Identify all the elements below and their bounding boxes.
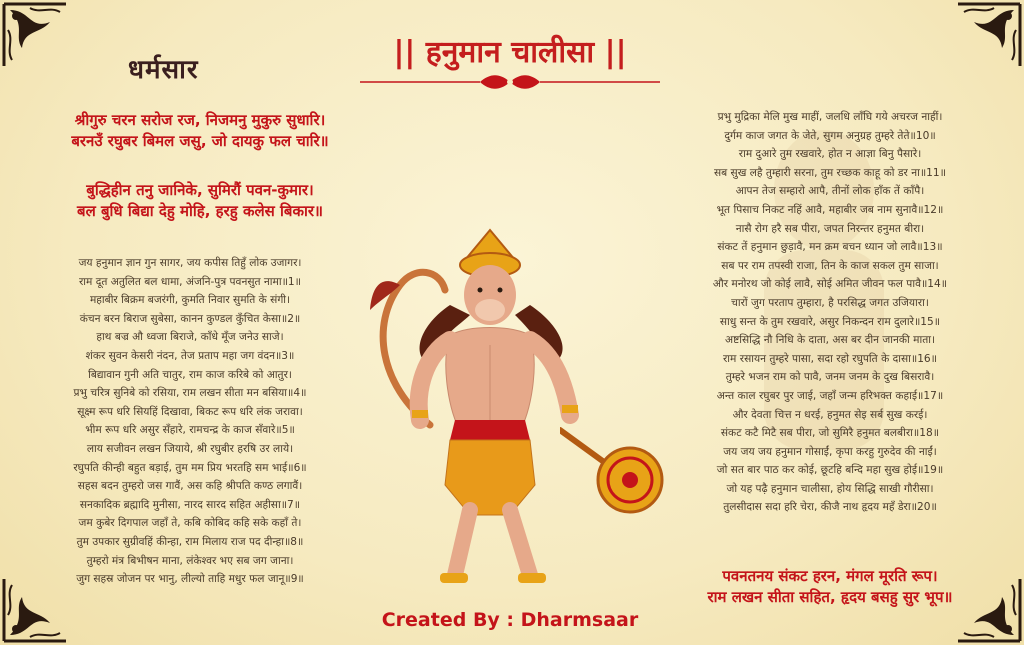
- verse-line: और देवता चित्त न धरई, हनुमत सेइ सर्ब सुख करई।: [732, 408, 928, 421]
- page-title: || हनुमान चालीसा ||: [393, 35, 627, 70]
- title-block: [320, 30, 700, 91]
- verse-line: महाबीर बिक्रम बजरंगी, कुमति निवार सुमति के संगी।: [89, 294, 291, 307]
- verse-line: प्रभु चरित्र सुनिबे को रसिया, राम लखन सीता मन बसिया॥4॥: [73, 387, 307, 400]
- verse-line: लाय सजीवन लखन जियाये, श्री रघुबीर हरषि उर लाये।: [86, 442, 294, 455]
- opening-doha-2: [30, 180, 370, 222]
- verse-line: सब सुख लहै तुम्हारी सरना, तुम रच्छक काहू को डर ना॥11॥: [713, 166, 947, 179]
- doha-line: बरनउँ रघुबर बिमल जसु, जो दायकु फल चारि॥: [71, 132, 329, 150]
- verse-line: राम दूत अतुलित बल धामा, अंजनि-पुत्र पवनसुत नामा॥1॥: [78, 275, 302, 288]
- verse-line: भीम रूप धरि असुर सँहारे, रामचन्द्र के काज सँवारे॥5॥: [85, 424, 295, 437]
- verse-line: तुम उपकार सुग्रीवहिं कीन्हा, राम मिलाय राज पद दीन्हा॥8॥: [76, 535, 304, 548]
- verse-line: कंचन बरन बिराज सुबेसा, कानन कुण्डल कुँचित केसा॥2॥: [79, 312, 301, 325]
- verse-line: सब पर राम तपस्वी राजा, तिन के काज सकल तुम साजा।: [721, 259, 939, 272]
- corner-ornament-icon: [954, 0, 1024, 70]
- corner-ornament-icon: [0, 0, 70, 70]
- verse-line: जो सत बार पाठ कर कोई, छूटहि बन्दि महा सुख होई॥19॥: [716, 464, 944, 477]
- verse-line: नासै रोग हरै सब पीरा, जपत निरन्तर हनुमत बीरा।: [735, 222, 925, 235]
- verse-line: तुम्हरे भजन राम को पावै, जनम जनम के दुख बिसरावै।: [725, 371, 935, 384]
- verse-line: तुम्हरो मंत्र बिभीषन माना, लंकेश्वर भए सब जग जाना।: [86, 554, 294, 567]
- verse-line: और मनोरथ जो कोई लावै, सोई अमित जीवन फल पावै॥14॥: [712, 278, 948, 291]
- verse-line: हाथ बज्र औ ध्वजा बिराजे, काँधे मूँज जनेउ साजे।: [96, 331, 284, 344]
- verse-line: तुलसीदास सदा हरि चेरा, कीजै नाथ हृदय महँ डेरा॥20॥: [723, 501, 937, 514]
- verse-line: साधु सन्त के तुम रखवारे, असुर निकन्दन राम दुलारे॥15॥: [719, 315, 941, 328]
- verse-line: जुग सहस्र जोजन पर भानु, लील्यो ताहि मधुर फल जानू॥9॥: [76, 573, 304, 586]
- verse-line: दुर्गम काज जगत के जेते, सुगम अनुग्रह तुम्हरे तेते॥10॥: [724, 129, 936, 142]
- verse-line: सूक्ष्म रूप धरि सियहिं दिखावा, बिकट रूप धरि लंक जरावा।: [77, 405, 303, 418]
- verse-line: भूत पिसाच निकट नहिं आवै, महाबीर जब नाम सुनावै॥12॥: [716, 203, 944, 216]
- doha-line: बुद्धिहीन तनु जानिके, सुमिरौं पवन-कुमार।: [86, 181, 314, 199]
- title-divider-icon: [360, 73, 660, 91]
- verse-line: प्रभु मुद्रिका मेलि मुख माहीं, जलधि लाँघि गये अचरज नाहीं।: [717, 111, 943, 123]
- doha-line: बल बुधि बिद्या देहु मोहि, हरहु कलेस बिकार॥: [77, 202, 323, 220]
- doha-line: श्रीगुरु चरन सरोज रज, निजमनु मुकुरु सुधारि।: [74, 111, 326, 129]
- verse-line: संकट तें हनुमान छुड़ावै, मन क्रम बचन ध्यान जो लावै॥13॥: [717, 241, 943, 254]
- verse-line: संकट कटै मिटै सब पीरा, जो सुमिरै हनुमत बलबीरा॥18॥: [720, 427, 940, 440]
- verse-line: जो यह पढ़ै हनुमान चालीसा, होय सिद्धि साखी गौरीसा।: [726, 482, 934, 495]
- doha-line: राम लखन सीता सहित, हृदय बसहु सुर भूप॥: [707, 588, 953, 606]
- verse-line: जय जय जय हनुमान गोसाईं, कृपा करहु गुरुदेव की नाईं।: [723, 445, 937, 458]
- verse-line: अन्त काल रघुबर पुर जाई, जहाँ जन्म हरिभक्त कहाई॥17॥: [716, 389, 944, 402]
- gada-mace-icon: [560, 410, 670, 520]
- verse-line: बिद्यावान गुनी अति चातुर, राम काज करिबे को आतुर।: [88, 368, 292, 381]
- verse-line: आपन तेज सम्हारो आपै, तीनों लोक हाँक तें काँपै।: [735, 185, 925, 198]
- verse-line: राम दुआरे तुम रखवारे, होत न आज्ञा बिनु पैसारे।: [738, 148, 922, 161]
- right-verses: [660, 108, 1000, 517]
- opening-doha-1: [30, 110, 370, 152]
- doha-line: पवनतनय संकट हरन, मंगल मूरति रूप।: [722, 567, 938, 585]
- verse-line: जय हनुमान ज्ञान गुन सागर, जय कपीस तिहुँ लोक उजागर।: [78, 257, 302, 269]
- verse-line: जम कुबेर दिगपाल जहाँ ते, कबि कोबिद कहि सके कहाँ ते।: [78, 517, 302, 530]
- brand-logo: धर्मसार: [128, 55, 199, 85]
- verse-line: रघुपति कीन्ही बहुत बड़ाई, तुम मम प्रिय भरतहि सम भाई॥6॥: [73, 461, 307, 474]
- left-verses: [20, 254, 360, 589]
- verse-line: शंकर सुवन केसरी नंदन, तेज प्रताप महा जग वंदन॥3॥: [85, 349, 295, 362]
- verse-line: सनकादिक ब्रह्मादि मुनीसा, नारद सारद सहित अहीसा॥7॥: [79, 498, 301, 511]
- credit-footer: Created By : Dharmsaar: [381, 609, 639, 631]
- closing-doha: [660, 566, 1000, 608]
- verse-line: चारों जुग परताप तुम्हारा, है परसिद्ध जगत उजियारा।: [731, 296, 929, 309]
- verse-line: अष्टसिद्धि नौ निधि के दाता, अस बर दीन जानकी माता।: [725, 334, 935, 347]
- verse-line: सहस बदन तुम्हरो जस गावैं, अस कहि श्रीपति कण्ठ लगावैं।: [77, 480, 303, 493]
- verse-line: राम रसायन तुम्हरे पासा, सदा रहो रघुपति के दासा॥16॥: [722, 352, 938, 365]
